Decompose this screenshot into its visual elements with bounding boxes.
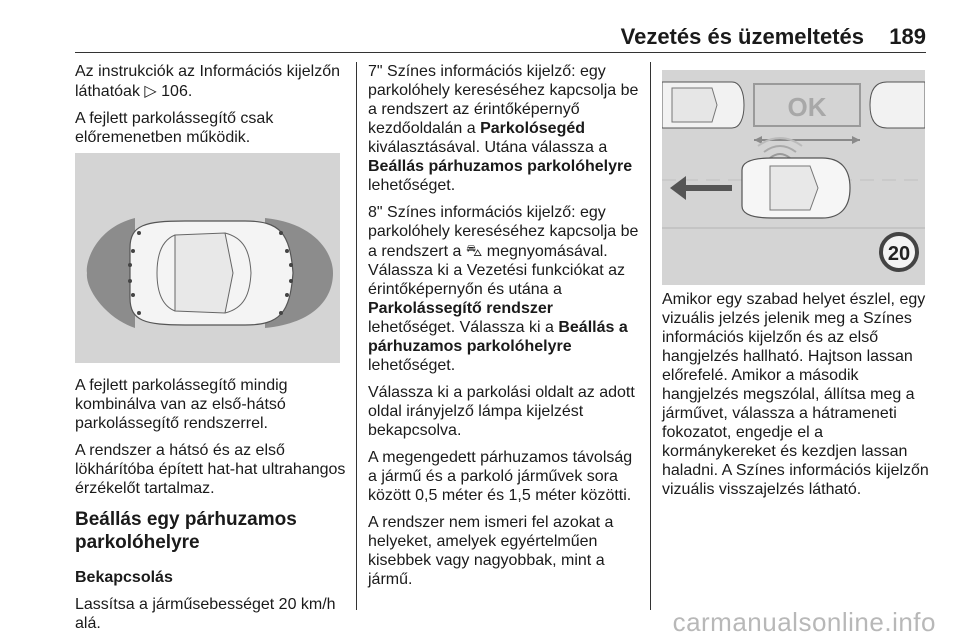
car-top-view [130, 221, 293, 325]
speed-sign: 20 [887, 243, 911, 265]
paragraph: A megengedett párhuzamos távolság a jármű és a parkoló járművek sora között 0,5 méter és 1,5 méter közötti. [368, 449, 633, 504]
column-2 [368, 62, 640, 597]
paragraph: A fejlett parkolássegítő mindig kombinálva van az első-hátsó parkolássegítő rendszerrel. [75, 377, 288, 432]
subheading: Bekapcsolás [75, 569, 173, 586]
parked-car-right [870, 82, 925, 128]
paragraph: 7" Színes információs kijelző: egy parkolóhely kereséséhez kapcsolja be a rendszert az érintőképernyő kezdőoldalán a Parkolósegéd kiválasztásával. Utána válassza a Beállás párhuzamos parkolóhelyre lehetőséget. [368, 63, 639, 194]
paragraph: Válassza ki a parkolási oldalt az adott oldal irányjelző lámpa kijelzést bekapcsolva. [368, 384, 635, 439]
paragraph: A rendszer a hátsó és az első lökhárítóba épített hat-hat ultrahangos érzékelőt tartalmaz. [75, 442, 346, 497]
parked-car-left [662, 82, 744, 128]
page-number: 189 [889, 24, 926, 49]
paragraph: A fejlett parkolássegítő csak előremenetben működik. [75, 110, 274, 146]
parking-sensor-figure [75, 153, 340, 363]
paragraph: Az instrukciók az Információs kijelzőn láthatóak ▷ 106. [75, 63, 340, 100]
paragraph: Amikor egy szabad helyet észlel, egy vizuális jelzés jelenik meg a Színes információs kijelzőn és az első hangjelzés hallható. Hajtson lassan előrefelé. Amikor a második hangjelzés megszólal, állítsa meg a járművet, válassza a hátrameneti fokozatot, engedje el a kormánykereket és kezdjen lassan haladni. A Színes információs kijelzőn vizuális visszajelzés látható. [662, 291, 929, 498]
column-divider-1 [356, 62, 357, 610]
page-ref-icon: ▷ [144, 81, 157, 100]
paragraph: A rendszer nem ismeri fel azokat a helyeket, amelyek egyértelműen kisebbek vagy nagyobbak, mint a jármű. [368, 514, 614, 588]
paragraph: Lassítsa a járműsebességet 20 km/h alá. [75, 596, 336, 632]
parallel-parking-figure [662, 70, 925, 285]
own-car [742, 158, 850, 218]
section-heading: Beállás egy párhuzamos parkolóhelyre [75, 509, 297, 553]
car-icon: ⛍ [465, 241, 483, 260]
page-reference: 106. [161, 83, 193, 100]
watermark: carmanualsonline.info [672, 607, 936, 637]
parallel-parking-illustration [662, 70, 925, 285]
header-divider [75, 52, 926, 53]
column-1-lower [75, 376, 347, 641]
page-header-title: Vezetés és üzemeltetés [620, 24, 864, 49]
ok-label: OK [787, 92, 827, 122]
parking-sensor-illustration [75, 153, 340, 363]
column-divider-2 [650, 62, 651, 610]
column-1 [75, 62, 347, 155]
paragraph: 8" Színes információs kijelző: egy parkolóhely kereséséhez kapcsolja be a rendszert a ⛍ megnyomásával. Válassza ki a Vezetési funkciókat az érintőképernyőn és utána a Parkolássegítő rendszer lehetőséget. Válassza ki a Beállás a párhuzamos parkolóhelyre lehetőséget. [368, 204, 639, 374]
column-3 [662, 290, 930, 507]
